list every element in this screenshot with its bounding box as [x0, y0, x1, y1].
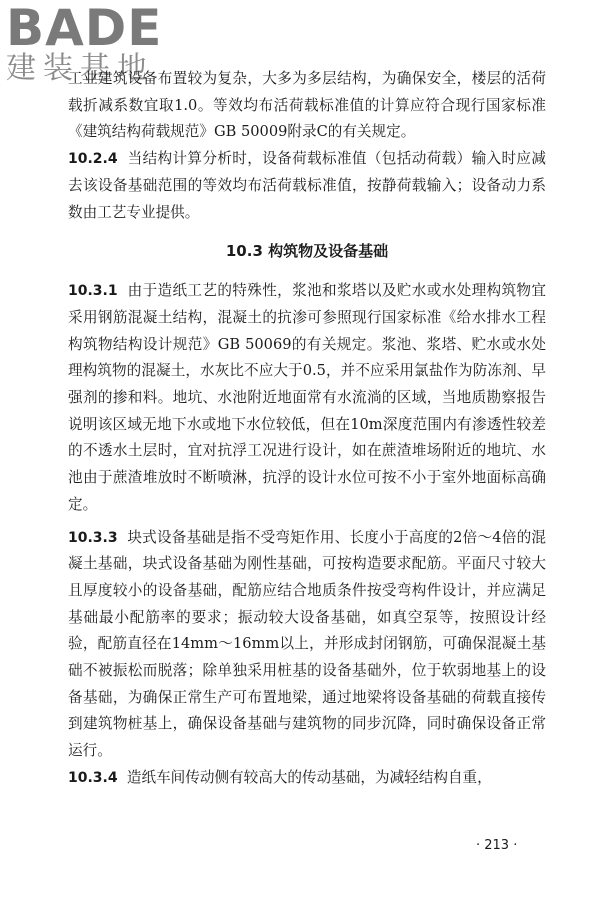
- section-title: 10.3 构筑物及设备基础: [225, 242, 389, 261]
- page-body: [68, 66, 546, 792]
- page-number: · 213 ·: [476, 838, 518, 853]
- watermark-title: BADE: [6, 0, 163, 57]
- clause-number: 10.2.4: [68, 151, 118, 168]
- paragraph-continued: [68, 66, 546, 146]
- clause-text: 由于造纸工艺的特殊性，浆池和浆塔以及贮水或水处理构筑物宜采用钢筋混凝土结构，混凝土的抗渗可参照现行国家标准《给水排水工程构筑物结构设计规范》GB 50069的有关规定。浆池、浆塔、贮水或水处理构筑物的混凝土，水灰比不应大于0.5，并不应采用氯盐作为防冻剂、早强剂的掺和料。地坑、水池附近地面常有水流淌的区域，当地质勘察报告说明该区域无地下水或地下水位较低，但在10m深度范围内有渗透性较差的不透水土层时，宜对抗浮工况进行设计，如在蔗渣堆场附近的地坑、水池由于蔗渣堆放时不断喷淋，抗浮的设计水位可按不小于室外地面标高确定。: [68, 282, 546, 513]
- clause-number: 10.3.1: [68, 283, 118, 300]
- clause-text: 当结构计算分析时，设备荷载标准值（包括动荷载）输入时应减去该设备基础范围的等效均布活荷载标准值，按静荷载输入；设备动力系数由工艺专业提供。: [68, 150, 546, 221]
- clause-10-3-1: [68, 278, 546, 518]
- clause-number: 10.3.4: [68, 769, 118, 786]
- clause-text: 块式设备基础是指不受弯矩作用、长度小于高度的2倍～4倍的混凝土基础，块式设备基础为刚性基础，可按构造要求配筋。平面尺寸较大且厚度较小的设备基础，配筋应结合地质条件按受弯构件设计，并应满足基础最小配筋率的要求；振动较大设备基础，如真空泵等，按照设计经验，配筋直径在14mm～16mm以上，并形成封闭钢筋，可确保混凝土基础不被振松而脱落；除单独采用桩基的设备基础外，位于软弱地基上的设备基础，为确保正常生产可布置地梁，通过地梁将设备基础的荷载直接传到建筑物桩基上，确保设备基础与建筑物的同步沉降，同时确保设备正常运行。: [68, 528, 546, 760]
- clause-10-2-4: [68, 146, 546, 226]
- clause-number: 10.3.3: [68, 529, 118, 546]
- paragraph-text: 工业建筑设备布置较为复杂，大多为多层结构，为确保安全，楼层的活荷载折减系数宜取1.0。等效均布活荷载标准值的计算应符合现行国家标准《建筑结构荷载规范》GB 50009附录C的有关规定。: [68, 70, 546, 141]
- clause-10-3-4: [68, 765, 546, 792]
- clause-text: 造纸车间传动侧有较高大的传动基础，为减轻结构自重，: [126, 768, 492, 786]
- clause-10-3-3: [68, 525, 546, 765]
- watermark-subtitle: 建装基地: [6, 51, 154, 86]
